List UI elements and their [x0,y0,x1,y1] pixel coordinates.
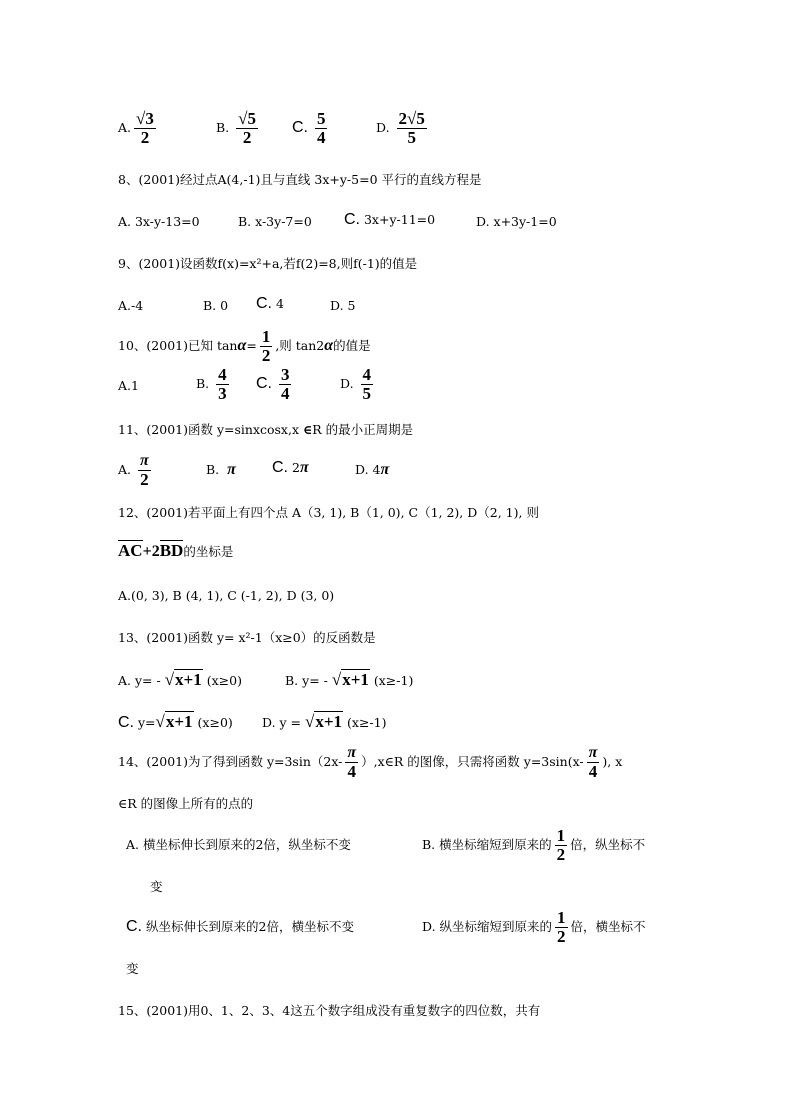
label: C. [272,459,288,476]
text: ,则 tan2 [275,338,325,353]
text: (x≥0) [206,673,242,688]
numerator: √3 [136,109,154,128]
plus: + [142,543,152,560]
q10-option-b [196,366,232,403]
text: (x≥0) [197,715,233,730]
label: C. [292,119,308,136]
denominator: 5 [362,384,372,403]
q14-option-b-wrap: 变 [150,879,163,894]
numerator: 4 [218,365,227,384]
vector-ac: AC [118,541,143,560]
q14-option-a: A. 横坐标伸长到原来的2倍，纵坐标不变 [126,837,351,852]
text: D. y = [262,715,302,730]
numerator: π [347,744,357,761]
element-of-symbol: ∈ [303,422,313,437]
numerator: 1 [557,908,566,927]
denominator: 4 [316,128,326,147]
q10-option-c [256,366,294,403]
q13-option-c [118,714,233,731]
numerator: 2√5 [398,109,425,128]
fraction [555,909,568,946]
fraction [345,744,358,781]
coef: 2 [291,460,300,475]
q11-option-a [118,452,154,489]
numerator: 5 [316,109,326,128]
value: 4 [275,296,284,311]
label: C. [256,375,272,392]
denominator: 4 [347,762,357,781]
q14-stem-continued: ∈R 的图像上所有的点的 [118,796,254,811]
label: B. [196,376,210,391]
q8-option-b: B. x-3y-7=0 [238,214,312,229]
fraction [279,366,292,403]
numerator: 1 [261,327,271,346]
denominator: 2 [556,845,566,864]
denominator: 4 [588,762,598,781]
label: B. [206,462,220,477]
alpha: α [324,337,334,354]
q7-option-b [216,110,261,147]
text: 倍，横坐标不 [570,919,646,934]
q14-option-d [422,909,646,946]
text: 倍，纵坐标不 [570,837,646,852]
fraction [397,110,427,147]
text: y= [137,715,156,730]
text: 10、(2001)已知 tan [118,338,238,353]
vector-bd: BD [159,541,184,560]
numerator: √5 [238,109,256,128]
numerator: 1 [556,826,566,845]
label: D. [376,120,390,135]
denominator: 2 [557,927,566,946]
q10-stem [118,328,371,365]
denominator: 5 [407,128,416,147]
q13-option-d [262,714,387,731]
fraction [216,366,229,403]
q12-stem: 12、(2001)若平面上有四个点 A（3, 1), B（1, 0), C（1, 2), D（2, 1), 则 [118,505,539,520]
text: 纵坐标伸长到原来的2倍，横坐标不变 [145,919,354,934]
fraction [138,452,151,489]
fraction [587,744,600,781]
q12-options: A.(0, 3), B (4, 1), C (-1, 2), D (3, 0) [118,588,335,603]
label: C. [256,295,272,312]
denominator: 2 [140,470,149,489]
numerator: π [140,452,149,469]
text: D. 纵坐标缩短到原来的 [422,919,553,934]
text: A. y= - [118,673,161,688]
text: 的值是 [333,338,371,353]
q13-stem: 13、(2001)函数 y= x²-1（x≥0）的反函数是 [118,630,376,645]
q9-option-a: A.-4 [118,298,144,313]
fraction [134,110,156,147]
q7-option-d [376,110,430,147]
text: ）,x∈R 的图像，只需将函数 y=3sin(x- [361,754,584,769]
q13-option-b [285,672,413,689]
q9-stem: 9、(2001)设函数f(x)=x²+a,若f(2)=8,则f(-1)的值是 [118,256,418,271]
q8-stem: 8、(2001)经过点A(4,-1)且与直线 3x+y-5=0 平行的直线方程是 [118,172,482,187]
fraction [260,328,273,365]
label: B. [216,120,230,135]
alpha: α [237,337,247,354]
denominator: 2 [242,128,252,147]
label: A. [118,462,132,477]
q14-option-d-wrap: 变 [126,961,139,976]
coef: 4 [372,462,381,477]
q14-stem [118,744,622,781]
value: 3x+y-11=0 [363,212,436,227]
label: D. [340,376,354,391]
numerator: 3 [280,365,290,384]
label: C. [126,918,142,935]
q9-option-b: B. 0 [203,298,229,313]
q11-option-b [206,462,236,478]
q13-option-a [118,672,242,689]
coef: 2 [151,543,160,560]
q9-option-c [256,296,284,312]
q10-option-a: A.1 [118,378,139,393]
q10-option-d [340,366,376,403]
radicand: x+1 [342,670,369,689]
label: D. [355,462,369,477]
pi: π [227,461,236,478]
q8-option-c [344,212,435,228]
q12-stem-vector [118,543,233,560]
radicand: x+1 [315,712,343,731]
text: 11、(2001)函数 y=sinxcosx,x [118,422,300,437]
numerator: 4 [362,365,372,384]
text: 14、(2001)为了得到函数 y=3sin（2x- [118,754,343,769]
label: A. [118,120,132,135]
q11-stem [118,422,413,438]
q8-option-d: D. x+3y-1=0 [476,214,557,229]
equals: = [246,338,257,353]
denominator: 4 [280,384,290,403]
fraction [315,110,328,147]
denominator: 2 [261,346,271,365]
numerator: π [588,744,598,761]
text: B. y= - [285,673,328,688]
pi: π [299,459,309,476]
sqrt: √x+1 [155,712,193,731]
sqrt: √x+1 [164,670,202,689]
radicand: x+1 [175,670,202,689]
q11-option-d [355,462,389,478]
q14-option-b [422,827,645,864]
denominator: 2 [140,128,150,147]
fraction [555,827,568,864]
label: C. [118,714,134,731]
pi: π [380,461,390,478]
q8-option-a: A. 3x-y-13=0 [118,214,200,229]
fraction [361,366,374,403]
radicand: x+1 [165,712,193,731]
sqrt: √x+1 [305,712,343,731]
text: R 的最小正周期是 [312,422,414,437]
label: C. [344,211,360,228]
q9-option-d: D. 5 [330,298,356,313]
sqrt: √x+1 [331,670,369,689]
text: B. 横坐标缩短到原来的 [422,837,552,852]
q7-option-c [292,110,330,147]
text: (x≥-1) [347,715,387,730]
q15-stem: 15、(2001)用0、1、2、3、4这五个数字组成没有重复数字的四位数，共有 [118,1003,541,1018]
text: 的坐标是 [183,544,234,559]
denominator: 3 [218,384,227,403]
q7-option-a [118,110,159,147]
q14-option-c [126,919,354,935]
text: (x≥-1) [373,673,414,688]
text: ), x [602,754,623,769]
fraction [236,110,258,147]
q11-option-c [272,460,309,476]
